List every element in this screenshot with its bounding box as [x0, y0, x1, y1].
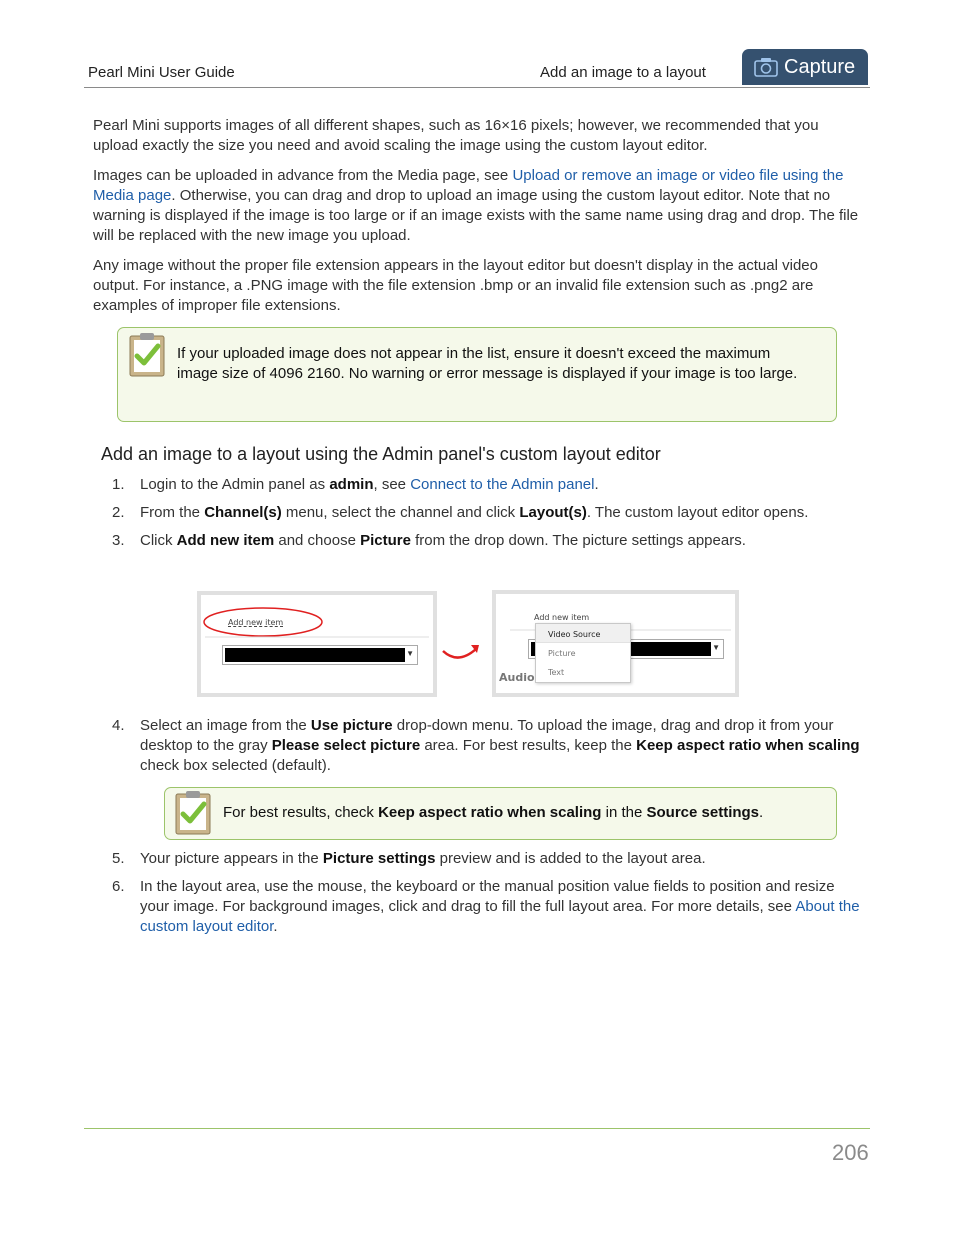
- clipboard-check-icon: [128, 331, 166, 377]
- red-ellipse-highlight: [201, 595, 433, 693]
- intro-section: [93, 116, 865, 326]
- bold-text: Layout(s): [519, 504, 587, 521]
- text-span: area. For best results, keep the: [420, 737, 637, 754]
- text-span: Images can be uploaded in advance from the Media page, see: [93, 167, 513, 184]
- bold-text: Picture: [360, 532, 411, 549]
- steps-list-c: [112, 849, 862, 945]
- step-number: 4.: [112, 717, 125, 734]
- text-span: Click: [140, 532, 177, 549]
- badge-label: Capture: [784, 55, 856, 78]
- camera-icon: [754, 57, 778, 77]
- intro-paragraph-1: Pearl Mini supports images of all different shapes, such as 16×16 pixels; however, we recommended that you upload exactly the size you need and avoid scaling the image using the custom layout editor.: [93, 117, 819, 154]
- clipboard-check-icon: [174, 789, 212, 835]
- text-span: .: [273, 918, 278, 935]
- admin-panel-link[interactable]: Connect to the Admin panel: [410, 476, 595, 493]
- text-span: Your picture appears in the: [140, 850, 323, 867]
- text-span: Login to the Admin panel as: [140, 476, 330, 493]
- menu-item-text[interactable]: Text: [548, 668, 565, 677]
- steps-list-a: [112, 475, 862, 559]
- text-span: , see: [373, 476, 411, 493]
- step-number: 1.: [112, 476, 125, 493]
- menu-item-picture[interactable]: Picture: [548, 649, 576, 658]
- add-new-item-link[interactable]: Add new item: [228, 618, 284, 627]
- text-span: check box selected (default).: [140, 757, 331, 774]
- step-number: 5.: [112, 850, 125, 867]
- text-span: menu, select the channel and click: [281, 504, 520, 521]
- intro-paragraph-3: Any image without the proper file extension appears in the layout editor but doesn't display in the actual video output. For instance, a .PNG image with the file extension .bmp or an invalid file extension such as .png2 are examples of improper file extensions.: [93, 257, 818, 314]
- custom-layout-editor-link[interactable]: About the custom layout editor: [140, 898, 860, 935]
- audio-label: Audio: [499, 671, 535, 684]
- step-number: 6.: [112, 878, 125, 895]
- bold-text: Keep aspect ratio when scaling: [636, 737, 860, 754]
- note-text: [223, 803, 823, 823]
- text-span: .: [759, 804, 764, 821]
- bold-text: Picture settings: [322, 850, 436, 867]
- list-item: [112, 716, 862, 776]
- bold-text: Channel(s): [204, 504, 282, 521]
- text-span: from the drop down. The picture settings appears.: [410, 532, 746, 549]
- bold-text: admin: [329, 476, 374, 493]
- bold-text: Source settings: [646, 804, 760, 821]
- text-span: In the layout area, use the mouse, the keyboard or the manual position value fields to position and resize your image. For background images, click and drag to fill the full layout area. For more details, see: [140, 878, 835, 915]
- bold-text: Use picture: [310, 717, 393, 734]
- page-header: [84, 48, 870, 88]
- curved-arrow-icon: [440, 637, 484, 667]
- steps-list-b: [112, 716, 862, 784]
- bold-text: Keep aspect ratio when scaling: [378, 804, 602, 821]
- menu-item-video-source[interactable]: Video Source: [536, 624, 630, 643]
- text-span: Select an image from the: [140, 717, 311, 734]
- text-span: . Otherwise, you can drag and drop to upload an image using the custom layout editor. Note that no warning is displayed if the image is too large or if an image exists with the same name using drag and drop. The file will be replaced with the new image you upload.: [93, 187, 859, 244]
- dropdown-menu: [535, 623, 631, 683]
- text-span: .: [594, 476, 599, 493]
- list-item: [112, 531, 862, 551]
- note-box-image-size: [117, 327, 837, 422]
- text-span: and choose: [274, 532, 361, 549]
- doc-title: Pearl Mini User Guide: [88, 64, 235, 81]
- footer-divider: [84, 1128, 870, 1129]
- text-span: . The custom layout editor opens.: [586, 504, 809, 521]
- capture-badge: [742, 49, 868, 85]
- chevron-down-icon: ▼: [406, 649, 414, 658]
- section-title: Add an image to a layout: [540, 64, 706, 81]
- page-number: 206: [832, 1140, 869, 1165]
- screenshot-add-new-item: [197, 591, 437, 697]
- add-new-item-link[interactable]: Add new item: [534, 613, 590, 622]
- intro-paragraph-2: [93, 166, 865, 246]
- bold-text: Add new item: [176, 532, 275, 549]
- dropdown-value-black: [225, 648, 405, 662]
- step-number: 2.: [112, 504, 125, 521]
- text-span: preview and is added to the layout area.: [435, 850, 706, 867]
- list-item: [112, 503, 862, 523]
- text-span: drop-down menu. To upload the image, drag and drop it from your desktop to the gray: [140, 717, 834, 754]
- list-item: [112, 849, 862, 869]
- text-span: in the: [601, 804, 647, 821]
- media-page-link[interactable]: Upload or remove an image or video file using the Media page: [93, 167, 844, 204]
- note-box-aspect-ratio: [164, 787, 837, 840]
- section-heading: Add an image to a layout using the Admin panel's custom layout editor: [101, 444, 661, 464]
- note-text: If your uploaded image does not appear in the list, ensure it doesn't exceed the maximum image size of 4096 2160. No warning or error message is displayed if your image is too large.: [177, 345, 798, 382]
- text-span: For best results, check: [223, 804, 379, 821]
- screenshot-dropdown-menu: [492, 590, 739, 697]
- list-item: [112, 475, 862, 495]
- list-item: [112, 877, 862, 937]
- chevron-down-icon: ▼: [712, 643, 720, 652]
- text-span: From the: [140, 504, 205, 521]
- dropdown-select[interactable]: [222, 645, 418, 665]
- step-number: 3.: [112, 532, 125, 549]
- bold-text: Please select picture: [271, 737, 421, 754]
